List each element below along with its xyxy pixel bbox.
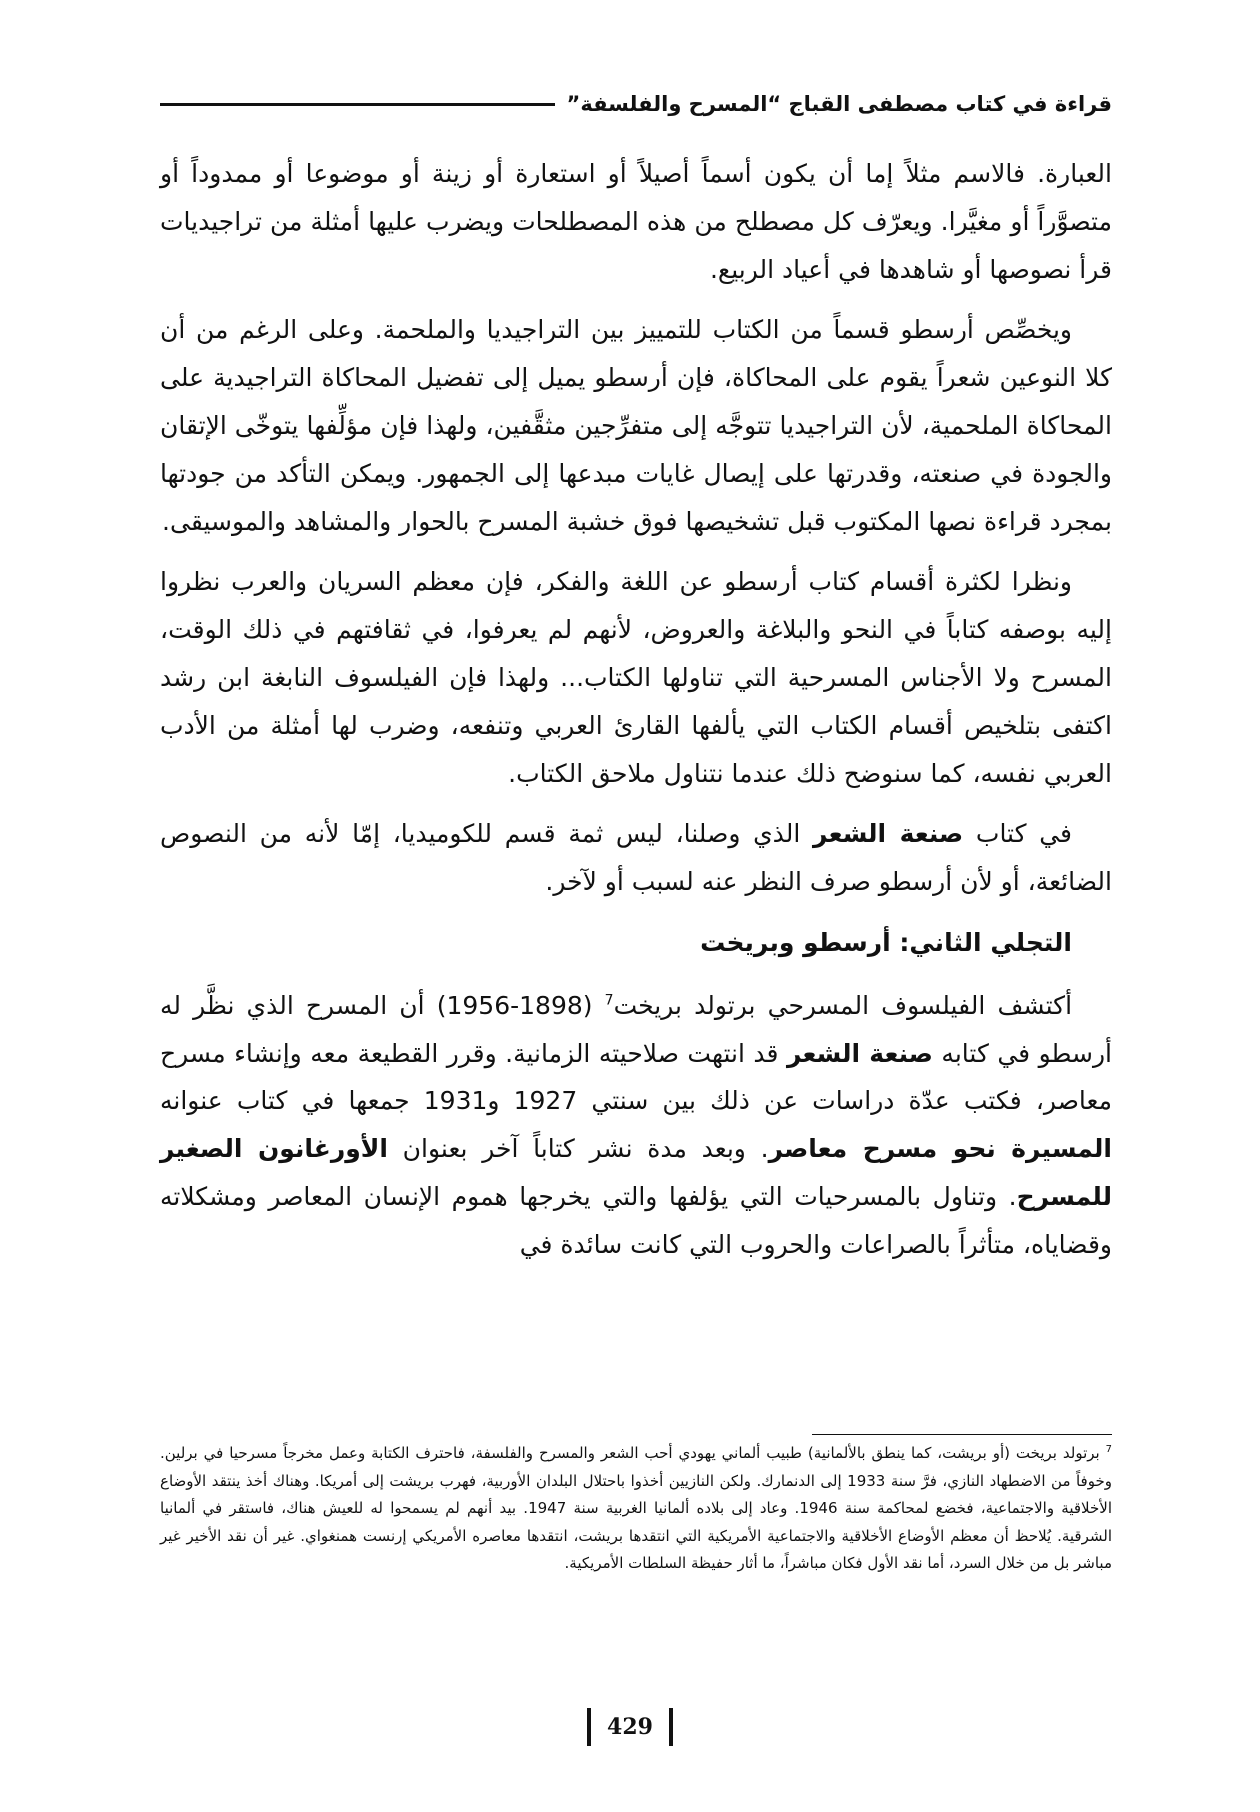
paragraph-5 bbox=[160, 982, 1112, 1269]
main-text bbox=[160, 150, 1112, 1282]
footnote-rule bbox=[812, 1434, 1112, 1435]
text-run: . وتناول بالمسرحيات التي يؤلفها والتي يخرجها هموم الإنسان المعاصر ومشكلاته وقضاياه، متأثراً بالصراعات والحروب التي كانت سائدة في bbox=[160, 1181, 1112, 1259]
book-title: الأورغانون الصغير للمسرح bbox=[160, 1134, 1112, 1211]
paragraph-1: العبارة. فالاسم مثلاً إما أن يكون أسماً أصيلاً أو استعارة أو زينة أو موضوعا أو ممدوداً أو متصوَّراً أو مغيَّرا. ويعرّف كل مصطلح من هذه المصطلحات ويضرب عليها أمثلة من تراجيديات قرأ نصوصها أو شاهدها في أعياد الربيع. bbox=[160, 159, 1112, 284]
book-title: صنعة الشعر bbox=[813, 819, 964, 849]
footnote-marker: 7 bbox=[1105, 1444, 1112, 1455]
text-run: قد انتهت صلاحيته الزمانية. وقرر القطيعة معه وإنشاء مسرح معاصر، فكتب عدّة دراسات عن ذلك بين سنتي 1927 و1931 جمعها في كتاب عنوانه bbox=[160, 1038, 1112, 1116]
header-rule bbox=[160, 103, 555, 106]
folio-bar-left bbox=[587, 1708, 591, 1746]
footnote-body: برتولد بريخت (أو بريشت، كما ينطق بالألمانية) طبيب ألماني يهودي أحب الشعر والمسرح والفلسفة، فاحترف الكتابة وعمل مخرجاً مسرحيا في برلين. وخوفاً من الاضطهاد النازي، فرَّ سنة 1933 إلى الدنمارك. ولكن النازيين أخذوا باحتلال البلدان الأوربية، فهرب بريشت إلى أمريكا. وهناك أخذ ينتقد الأوضاع الأخلاقية والاجتماعية، فخضع لمحاكمة سنة 1946. وعاد إلى بلاده ألمانيا الغربية سنة 1947. بيد أنهم لم يسمحوا له للعيش هناك، فاستقر في ألمانيا الشرقية. يُلاحظ أن معظم الأوضاع الأخلاقية والاجتماعية الأمريكية التي انتقدها بريشت، انتقدها معاصره الأمريكي إرنست همنغواي. غير أن نقد الأخير غير مباشر بل من خلال السرد، أما نقد الأول فكان مباشراً، ما أثار حفيظة السلطات الأمريكية. bbox=[160, 1444, 1112, 1572]
footnote-reference[interactable]: 7 bbox=[604, 992, 614, 1009]
paragraph-3: ونظرا لكثرة أقسام كتاب أرسطو عن اللغة والفكر، فإن معظم السريان والعرب نظروا إليه بوصفه كتاباً في النحو والبلاغة والعروض، لأنهم لم يعرفوا، في ثقافتهم في ذلك الوقت، المسرح ولا الأجناس المسرحية التي تناولها الكتاب... ولهذا فإن الفيلسوف النابغة ابن رشد اكتفى بتلخيص أقسام الكتاب التي يألفها القارئ العربي وتنفعه، وضرب لها أمثلة من الأدب العربي نفسه، كما سنوضح ذلك عندما نتناول ملاحق الكتاب. bbox=[160, 567, 1112, 788]
book-title: صنعة الشعر bbox=[787, 1038, 933, 1068]
page-number-area bbox=[0, 1708, 1260, 1746]
section-heading: التجلي الثاني: أرسطو وبريخت bbox=[700, 927, 1072, 957]
text-run: الذي وصلنا، ليس ثمة قسم للكوميديا، إمّا لأنه من النصوص الضائعة، أو لأن أرسطو صرف النظر عنه لسبب أو لآخر. bbox=[160, 819, 1112, 897]
paragraph-2: ويخصِّص أرسطو قسماً من الكتاب للتمييز بين التراجيديا والملحمة. وعلى الرغم من أن كلا النوعين شعراً يقوم على المحاكاة، فإن أرسطو يميل إلى تفضيل المحاكاة التراجيدية على المحاكاة الملحمية، لأن التراجيديا تتوجَّه إلى متفرِّجين مثقَّفين، ولهذا فإن مؤلِّفها يتوخّى الإتقان والجودة في صنعته، وقدرتها على إيصال غايات مبدعها إلى الجمهور. ويمكن التأكد من جودتها بمجرد قراءة نصها المكتوب قبل تشخيصها فوق خشبة المسرح بالحوار والمشاهد والموسيقى. bbox=[160, 315, 1112, 536]
footnote-text bbox=[160, 1440, 1112, 1578]
running-header bbox=[160, 84, 1112, 124]
page-number: 429 bbox=[607, 1714, 653, 1740]
running-header-title: قراءة في كتاب مصطفى القباج “المسرح والفلسفة” bbox=[566, 92, 1112, 116]
text-run: . وبعد مدة نشر كتاباً آخر بعنوان bbox=[387, 1134, 769, 1164]
text-run: (1898-1956) أن المسرح الذي نظَّر له أرسطو في كتابه bbox=[160, 990, 1112, 1068]
paragraph-4 bbox=[160, 810, 1112, 906]
book-title: المسيرة نحو مسرح معاصر bbox=[768, 1134, 1112, 1164]
text-run: في كتاب bbox=[963, 819, 1072, 849]
text-run: أكتشف الفيلسوف المسرحي برتولد بريخت bbox=[613, 990, 1073, 1020]
footnote bbox=[160, 1440, 1112, 1578]
folio-bar-right bbox=[669, 1708, 673, 1746]
